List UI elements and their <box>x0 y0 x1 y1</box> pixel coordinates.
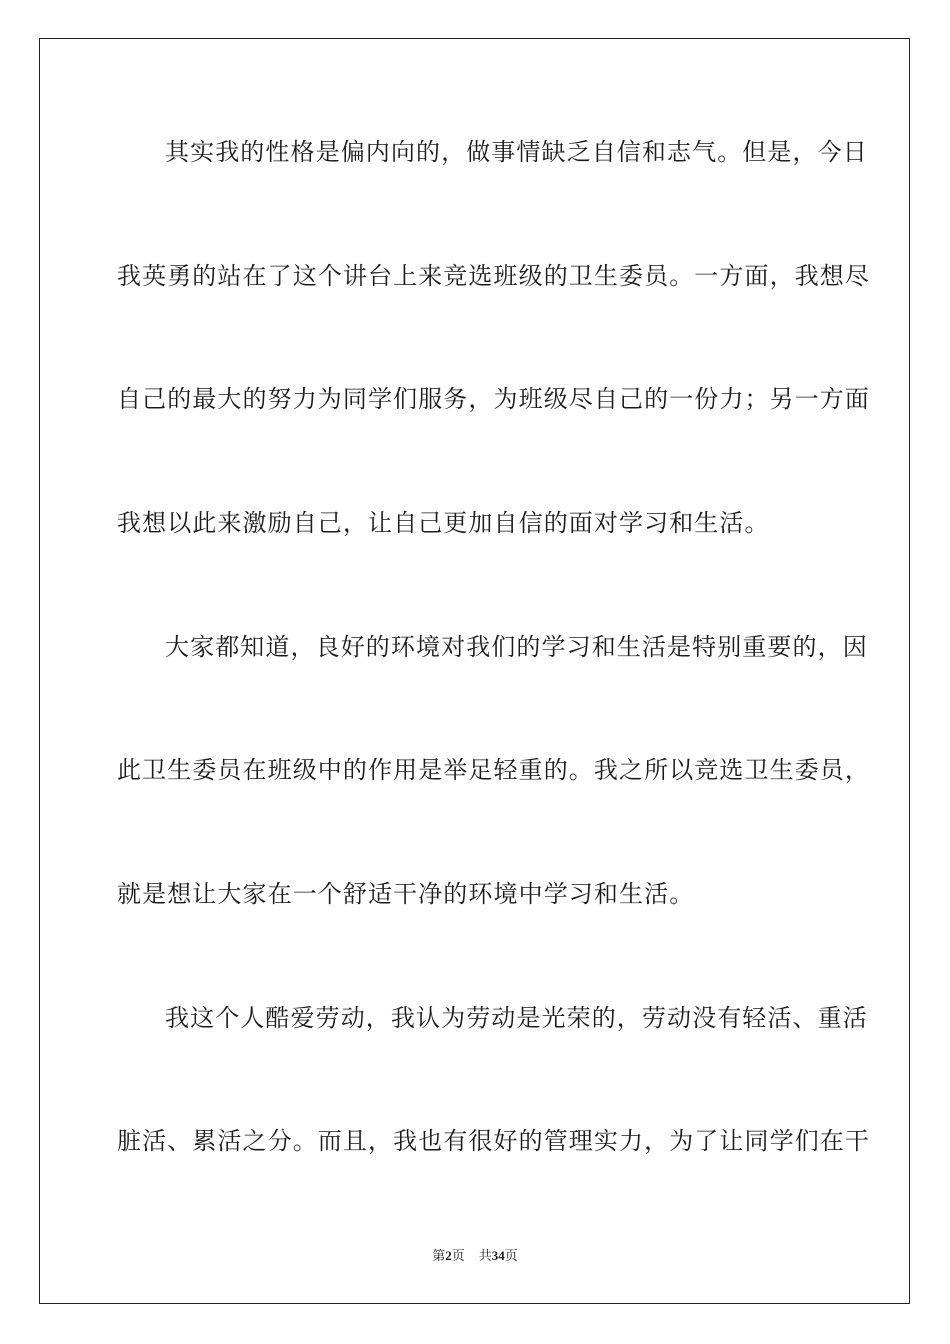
paragraph-2-line-2: 此卫生委员在班级中的作用是举足轻重的。我之所以竞选卫生委员， <box>117 756 870 784</box>
page-total-number: 34 <box>491 1248 505 1263</box>
paragraph-3-line-1: 我这个人酷爱劳动，我认为劳动是光荣的，劳动没有轻活、重活 <box>165 1004 868 1032</box>
paragraph-1-line-3: 自己的最大的努力为同学们服务，为班级尽自己的一份力；另一方面 <box>117 385 870 413</box>
paragraph-2-line-1: 大家都知道，良好的环境对我们的学习和生活是特别重要的，因 <box>165 633 868 661</box>
page-current-number: 2 <box>445 1248 452 1263</box>
total-prefix: 共 <box>478 1249 492 1264</box>
paragraph-3-line-2: 脏活、累活之分。而且，我也有很好的管理实力，为了让同学们在干 <box>117 1127 870 1155</box>
page-footer <box>0 1247 950 1266</box>
page-suffix: 页 <box>451 1249 465 1264</box>
paragraph-1-line-1: 其实我的性格是偏内向的，做事情缺乏自信和志气。但是，今日 <box>165 138 868 166</box>
paragraph-1-line-4: 我想以此来激励自己，让自己更加自信的面对学习和生活。 <box>117 509 770 537</box>
paragraph-1-line-2: 我英勇的站在了这个讲台上来竞选班级的卫生委员。一方面，我想尽 <box>117 262 870 290</box>
page-prefix: 第 <box>432 1249 446 1264</box>
paragraph-2-line-3: 就是想让大家在一个舒适干净的环境中学习和生活。 <box>117 880 695 908</box>
total-suffix: 页 <box>504 1249 518 1264</box>
page-border <box>39 38 910 1304</box>
